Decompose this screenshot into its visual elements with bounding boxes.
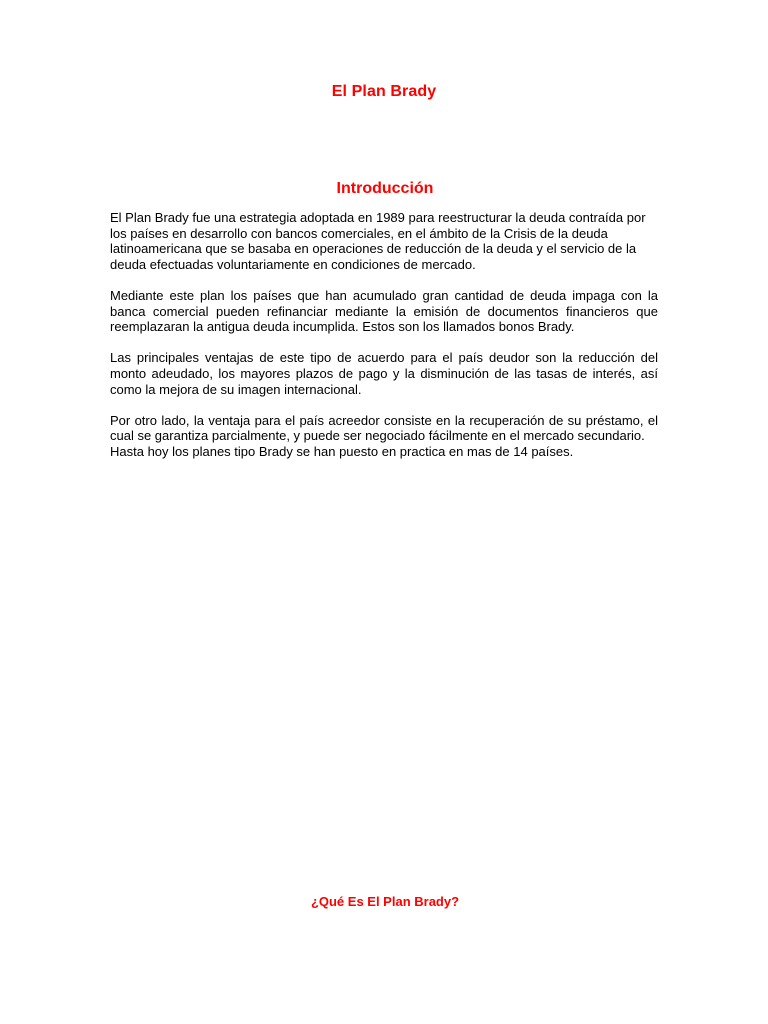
paragraph-3: Las principales ventajas de este tipo de acuerdo para el país deudor son la reducción del monto adeudado, los mayores plazos de pago y la disminución de las tasas de interés, así como la mejora de su imagen internacional. [110, 350, 658, 397]
paragraph-2: Mediante este plan los países que han acumulado gran cantidad de deuda impaga con la banca comercial pueden refinanciar mediante la emisión de documentos financieros que reemplazaran la antigua deuda incumplida. Estos son los llamados bonos Brady. [110, 287, 658, 335]
paragraph-1: El Plan Brady fue una estrategia adoptada en 1989 para reestructurar la deuda contraída por los países en desarrollo con bancos comerciales, en el ámbito de la Crisis de la deuda latinoamericana que se basaba en operaciones de reducción de la deuda y el servicio de la deuda efectuadas voluntariamente en condiciones de mercado. [110, 210, 646, 272]
footer-heading: ¿Qué Es El Plan Brady? [310, 894, 460, 909]
paragraph-spacer [110, 335, 658, 351]
document-body [110, 210, 658, 460]
paragraph-5: Hasta hoy los planes tipo Brady se han puesto en practica en mas de 14 países. [110, 443, 574, 459]
paragraph-spacer [110, 397, 658, 413]
paragraph-spacer [110, 272, 658, 288]
document-title: El Plan Brady [331, 83, 437, 100]
section-heading-introduccion: Introducción [336, 180, 434, 197]
paragraph-4: Por otro lado, la ventaja para el país acreedor consiste en la recuperación de su préstamo, el cual se garantiza parcialmente, y puede ser negociado fácilmente en el mercado secundario. [110, 412, 658, 444]
